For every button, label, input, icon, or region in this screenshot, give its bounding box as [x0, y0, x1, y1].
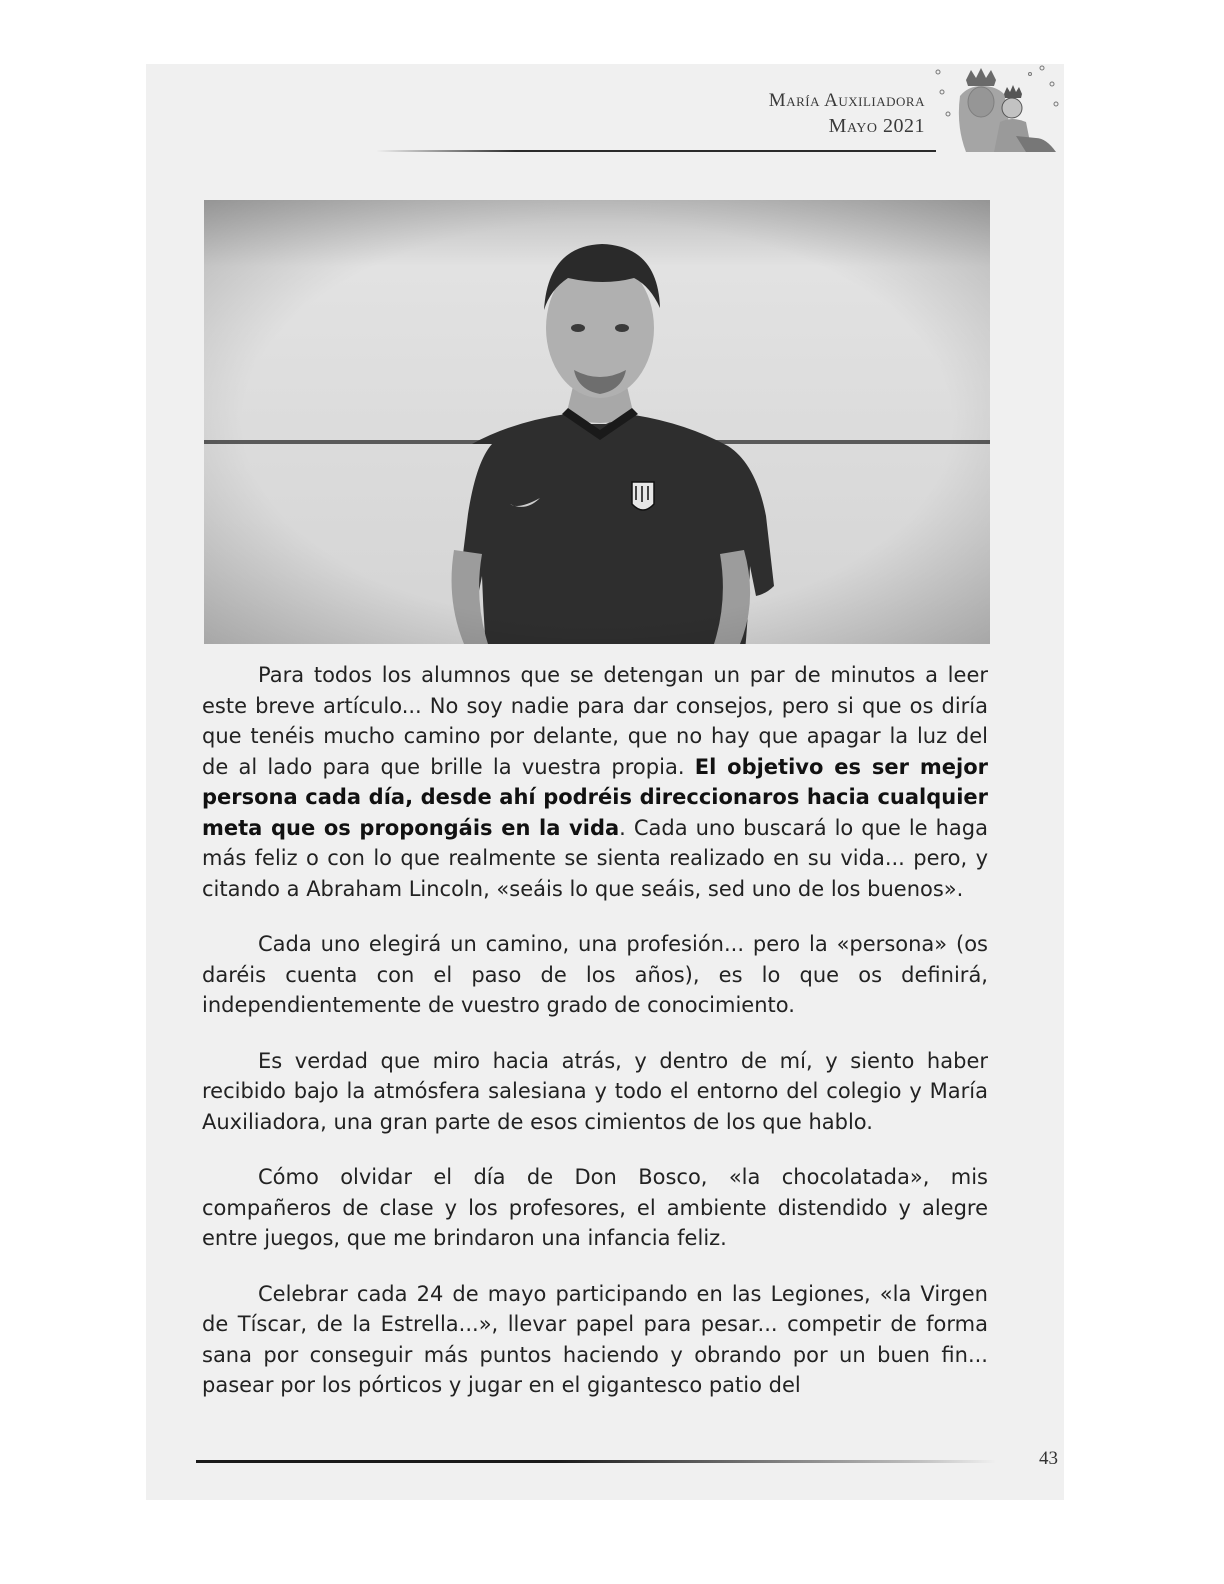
header-rule [376, 150, 936, 152]
running-header [740, 88, 925, 138]
paragraph-2: Cada uno elegirá un camino, una profesión... pero la «persona» (os daréis cuenta con el paso de los años), es lo que os definirá, independientemente de vuestro grado de conocimiento. [202, 932, 988, 1017]
paragraph-1-emphasis: El objetivo es ser mejor persona cada día, desde ahí podréis direccionaros hacia cualquier meta que os propongáis en la vida [202, 754, 988, 840]
paragraph-1 [202, 660, 988, 904]
article-body [202, 660, 988, 1426]
paragraph-3: Es verdad que miro hacia atrás, y dentro de mí, y siento haber recibido bajo la atmósfera salesiana y todo el entorno del colegio y María Auxiliadora, una gran parte de esos cimientos de los que hablo. [202, 1048, 988, 1134]
paragraph-1-start: Para todos los alumnos que se detengan un par de minutos a leer este breve artículo... No soy nadie para dar consejos, pero si que os diría que tenéis mucho camino por delante, que no hay que apagar la luz del de al lado para que brille la vuestra propia. [202, 663, 988, 779]
madonna-and-child-emblem [930, 62, 1062, 154]
publication-title: María Auxiliadora [768, 90, 925, 111]
paragraph-1-end: . Cada uno buscará lo que le haga más feliz o con lo que realmente se sienta realizado en su vida... pero, y citando a Abraham Lincoln, «seáis lo que seáis, sed uno de los buenos». [202, 815, 988, 901]
footer-rule [196, 1460, 996, 1463]
paragraph-5: Celebrar cada 24 de mayo participando en las Legiones, «la Virgen de Tíscar, de la Estrella...», llevar papel para pesar... competir de forma sana por conseguir más puntos haciendo y obrando por un buen fin... pasear por los pórticos y jugar en el gigantesco patio del [202, 1281, 988, 1397]
page-number: 43 [1039, 1448, 1058, 1469]
paragraph-4: Cómo olvidar el día de Don Bosco, «la chocolatada», mis compañeros de clase y los profesores, el ambiente distendido y alegre entre juegos, que me brindaron una infancia feliz. [202, 1165, 988, 1250]
portrait-photo [204, 200, 990, 644]
issue-date: Mayo 2021 [828, 115, 925, 137]
